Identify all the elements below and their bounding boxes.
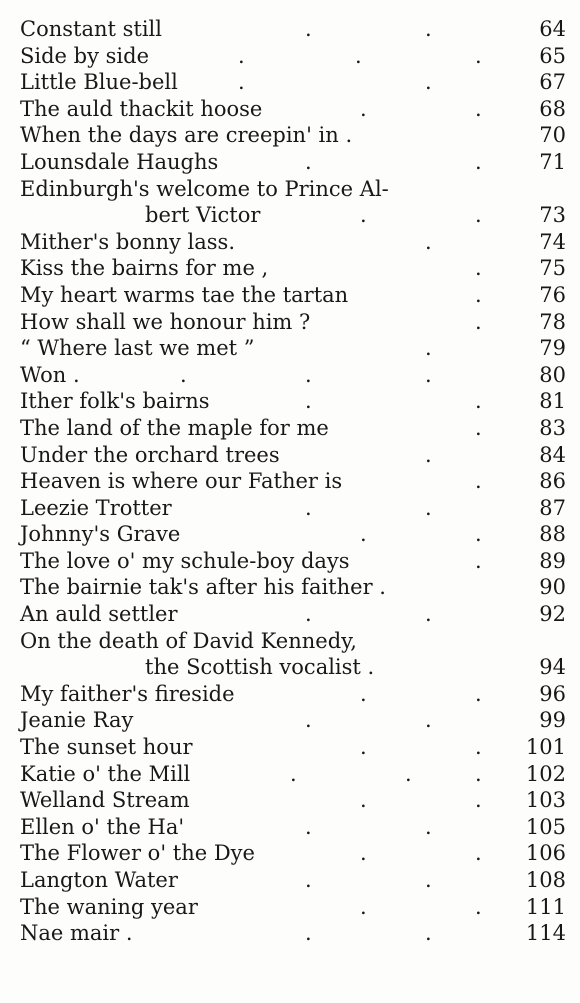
toc-entry [20,867,568,894]
leader-dot: . [305,602,312,627]
toc-entry-title: Under the orchard trees [20,442,280,467]
toc-entry-page-number: 87 [539,495,566,520]
toc-entry-title: Side by side [20,43,149,68]
leader-dot: . [475,735,482,760]
leader-dots [20,814,490,841]
leader-dot: . [305,149,312,174]
leader-dots [20,43,490,70]
toc-entry [20,96,568,123]
toc-entry-title: “ Where last we met ” [20,336,255,361]
toc-entry-page-number: 90 [539,575,566,600]
leader-dots [20,495,490,522]
leader-dot: . [405,761,412,786]
toc-entry-page-number: 83 [539,415,566,440]
toc-entry-title: Katie o' the Mill [20,761,191,786]
toc-entry-title: Little Blue-bell [20,70,178,95]
toc-entry-title: bert Victor [145,203,261,228]
leader-dot: . [475,415,482,440]
leader-dot: . [475,681,482,706]
toc-entry [20,229,568,256]
toc-entry-page-number: 114 [525,921,566,946]
toc-entry [20,202,568,229]
leader-dots [20,521,490,548]
toc-entry-title: Ither folk's bairns [20,389,210,414]
leader-dot: . [475,149,482,174]
toc-entry-title: My heart warms tae the tartan [20,282,349,307]
toc-entry [20,16,568,43]
toc-entry-page-number: 86 [539,469,566,494]
toc-entry-title: The bairnie tak's after his faither . [20,575,386,600]
leader-dot: . [360,96,367,121]
leader-dot: . [425,868,432,892]
toc-entry-title: Mither's bonny lass. [20,229,236,254]
toc-entry-page-number: 67 [539,70,566,95]
toc-entry-title: Lounsdale Haughs [20,149,219,174]
toc-entry [20,176,568,203]
toc-entry [20,362,568,389]
leader-dots [20,442,490,469]
toc-entry-page-number: 99 [539,708,566,733]
toc-entry [20,309,568,336]
toc-entry-page-number: 74 [539,229,566,254]
leader-dot: . [305,389,312,414]
toc-entry-title: How shall we honour him ? [20,309,311,334]
toc-entry-page-number: 64 [539,17,566,41]
leader-dots [20,96,490,123]
toc-entry-title: When the days are creepin' in . [20,123,353,148]
leader-dot: . [475,894,482,919]
leader-dot: . [355,43,362,68]
leader-dots [20,894,490,921]
leader-dot: . [305,868,312,892]
toc-entry-title: Kiss the bairns for me , [20,256,269,281]
leader-dots [20,681,490,708]
leader-dot: . [360,894,367,919]
toc-entry [20,574,568,601]
leader-dots [20,16,490,43]
leader-dot: . [360,735,367,760]
toc-entry [20,149,568,176]
toc-entry-page-number: 102 [525,761,566,786]
toc-entry-page-number: 75 [539,256,566,281]
toc-entry-page-number: 96 [539,681,566,706]
leader-dot: . [475,282,482,307]
toc-entry-title: Nae mair . [20,921,133,946]
toc-entry [20,521,568,548]
toc-entry [20,282,568,309]
toc-entry [20,601,568,628]
toc-entry [20,628,568,655]
toc-entry-page-number: 73 [539,203,566,228]
leader-dot: . [425,602,432,627]
leader-dots [20,149,490,176]
leader-dot: . [180,362,187,387]
leader-dots [20,867,490,894]
toc-entry-title: An auld settler [20,602,178,627]
leader-dots [20,734,490,761]
leader-dot: . [425,708,432,733]
leader-dot: . [425,814,432,839]
table-of-contents [20,16,568,947]
leader-dot: . [475,469,482,494]
toc-entry-page-number: 68 [539,96,566,121]
leader-dot: . [475,548,482,573]
toc-entry [20,787,568,814]
toc-entry [20,388,568,415]
toc-entry-title: Welland Stream [20,788,190,813]
leader-dots [20,335,490,362]
toc-entry-page-number: 71 [539,149,566,174]
toc-entry-page-number: 92 [539,602,566,627]
toc-entry [20,43,568,70]
leader-dot: . [238,43,245,68]
toc-entry-page-number: 88 [539,522,566,547]
leader-dot: . [425,229,432,254]
leader-dots [20,761,490,788]
toc-entry [20,707,568,734]
toc-entry-title: The sunset hour [20,735,193,760]
leader-dots [20,229,490,256]
leader-dot: . [475,309,482,334]
leader-dots [20,69,490,96]
leader-dot: . [305,814,312,839]
leader-dot: . [475,96,482,121]
leader-dot: . [305,495,312,520]
leader-dot: . [305,17,312,41]
toc-entry-title: Won . [20,362,80,387]
toc-entry-page-number: 108 [525,868,566,892]
leader-dot: . [360,681,367,706]
toc-entry [20,442,568,469]
toc-entry-title: Ellen o' the Ha' [20,814,185,839]
leader-dot: . [475,203,482,228]
leader-dot: . [305,921,312,946]
leader-dot: . [360,841,367,866]
toc-entry-title: Langton Water [20,868,178,892]
leader-dot: . [425,921,432,946]
leader-dot: . [475,522,482,547]
toc-entry [20,654,568,681]
toc-entry [20,681,568,708]
toc-entry [20,734,568,761]
toc-entry [20,122,568,149]
toc-entry [20,761,568,788]
toc-entry-page-number: 78 [539,309,566,334]
leader-dot: . [475,788,482,813]
toc-entry [20,335,568,362]
toc-entry-title: The love o' my schule-boy days [20,548,350,573]
leader-dots [20,601,490,628]
leader-dots [20,840,490,867]
leader-dots [20,468,490,495]
toc-entry-page-number: 76 [539,282,566,307]
leader-dots [20,255,490,282]
leader-dots [20,707,490,734]
toc-entry [20,255,568,282]
toc-entry-page-number: 106 [525,841,566,866]
toc-entry [20,495,568,522]
leader-dot: . [425,17,432,41]
leader-dot: . [305,362,312,387]
leader-dot: . [360,788,367,813]
toc-entry-page-number: 65 [539,43,566,68]
toc-entry [20,894,568,921]
toc-entry-title: On the death of David Kennedy, [20,628,357,653]
toc-entry [20,415,568,442]
toc-entry-page-number: 105 [525,814,566,839]
leader-dots [20,787,490,814]
toc-entry-title: Jeanie Ray [20,708,134,733]
leader-dots [20,388,490,415]
toc-entry-title: Leezie Trotter [20,495,172,520]
leader-dots [20,309,490,336]
toc-entry-page-number: 84 [539,442,566,467]
leader-dot: . [290,761,297,786]
toc-entry-title: The auld thackit hoose [20,96,263,121]
toc-entry [20,69,568,96]
leader-dot: . [425,362,432,387]
toc-entry-title: My faither's fireside [20,681,235,706]
leader-dot: . [475,841,482,866]
leader-dots [20,548,490,575]
leader-dot: . [305,708,312,733]
leader-dot: . [425,70,432,95]
toc-entry [20,548,568,575]
toc-entry [20,814,568,841]
toc-entry-page-number: 79 [539,336,566,361]
toc-entry [20,468,568,495]
leader-dots [20,282,490,309]
leader-dot: . [425,336,432,361]
toc-entry-title: Constant still [20,17,162,41]
toc-entry-page-number: 94 [539,655,566,680]
leader-dots [20,415,490,442]
leader-dots [20,920,490,947]
toc-entry-page-number: 111 [525,894,566,919]
leader-dot: . [475,256,482,281]
leader-dot: . [475,761,482,786]
leader-dot: . [360,522,367,547]
toc-entry-title: The land of the maple for me [20,415,329,440]
leader-dot: . [475,389,482,414]
toc-entry-page-number: 80 [539,362,566,387]
leader-dot: . [238,70,245,95]
toc-entry [20,840,568,867]
leader-dot: . [425,442,432,467]
toc-entry-page-number: 101 [525,735,566,760]
toc-entry-title: the Scottish vocalist . [145,655,375,680]
toc-entry-title: Heaven is where our Father is [20,469,343,494]
toc-entry-page-number: 89 [539,548,566,573]
toc-entry [20,920,568,947]
leader-dot: . [360,203,367,228]
toc-entry-title: The Flower o' the Dye [20,841,255,866]
toc-entry-page-number: 70 [539,123,566,148]
toc-entry-page-number: 81 [539,389,566,414]
toc-entry-page-number: 103 [525,788,566,813]
toc-entry-title: Edinburgh's welcome to Prince Al- [20,176,389,201]
toc-entry-title: Johnny's Grave [20,522,181,547]
leader-dots [20,362,490,389]
toc-entry-title: The waning year [20,894,198,919]
leader-dot: . [425,495,432,520]
leader-dots [20,202,490,229]
leader-dot: . [475,43,482,68]
